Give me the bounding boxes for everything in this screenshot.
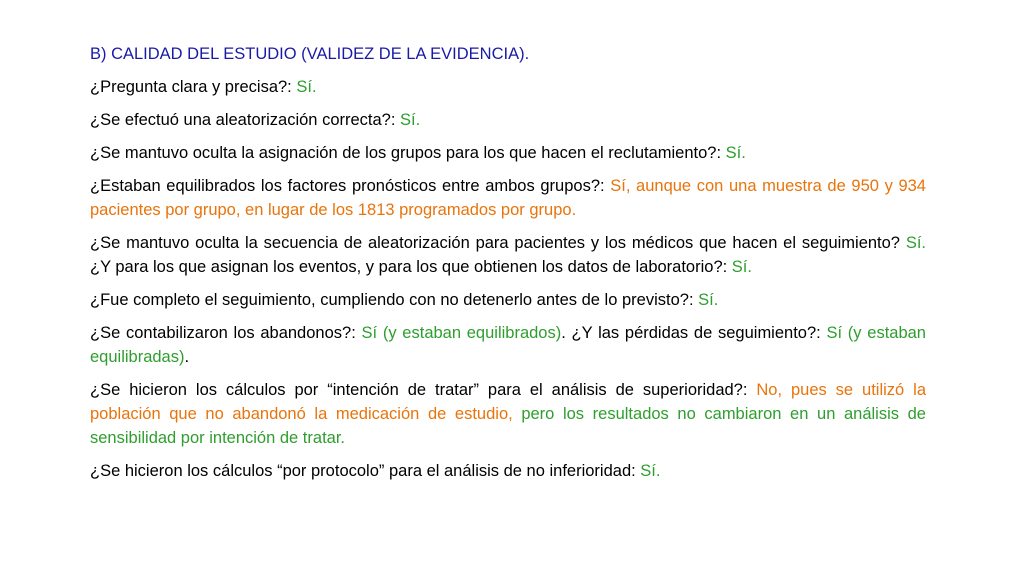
question-text: ¿Y para los que asignan los eventos, y para los que obtienen los datos de laboratorio?: xyxy=(90,258,732,276)
paragraph-pregunta-clara xyxy=(90,75,926,99)
answer-text: Sí. xyxy=(296,78,317,96)
answer-text: Sí. xyxy=(725,144,746,162)
punctuation-text: . xyxy=(184,348,190,366)
paragraph-abandonos xyxy=(90,321,926,369)
paragraph-secuencia-oculta xyxy=(90,231,926,279)
question-text: ¿Estaban equilibrados los factores pronósticos entre ambos grupos?: xyxy=(90,177,611,195)
question-text: ¿Se mantuvo oculta la secuencia de aleatorización para pacientes y los médicos que hacen el seguimiento? xyxy=(90,234,906,252)
question-text: . ¿Y las pérdidas de seguimiento?: xyxy=(561,324,827,342)
answer-text: Sí. xyxy=(731,258,752,276)
answer-text: No, pues se utilizó la población que no abandonó la medicación de estudio, xyxy=(90,381,926,423)
answer-text: pero los resultados no cambiaron en un análisis de sensibilidad por intención de tratar. xyxy=(90,405,926,447)
paragraph-por-protocolo xyxy=(90,459,926,483)
answer-text: Sí. xyxy=(905,234,926,252)
question-text: ¿Pregunta clara y precisa?: xyxy=(90,78,297,96)
answer-text: Sí, aunque con una muestra de 950 y 934 pacientes por grupo, en lugar de los 1813 programados por grupo. xyxy=(90,177,926,219)
paragraph-factores-pronosticos xyxy=(90,174,926,222)
slide-content xyxy=(90,42,926,492)
answer-text: Sí. xyxy=(698,291,719,309)
question-text: ¿Se efectuó una aleatorización correcta?: xyxy=(90,111,401,129)
question-text: ¿Se hicieron los cálculos por “intención de tratar” para el análisis de superioridad?: xyxy=(90,381,757,399)
paragraph-asignacion-oculta xyxy=(90,141,926,165)
question-text: ¿Fue completo el seguimiento, cumpliendo con no detenerlo antes de lo previsto?: xyxy=(90,291,699,309)
question-text: ¿Se mantuvo oculta la asignación de los grupos para los que hacen el reclutamiento?: xyxy=(90,144,726,162)
section-title: B) CALIDAD DEL ESTUDIO (VALIDEZ DE LA EVIDENCIA). xyxy=(90,45,530,63)
question-text: ¿Se hicieron los cálculos “por protocolo” para el análisis de no inferioridad: xyxy=(90,462,641,480)
paragraph-aleatorizacion xyxy=(90,108,926,132)
paragraph-intencion-de-tratar xyxy=(90,378,926,450)
answer-text: Sí (y estaban equilibrados) xyxy=(361,324,562,342)
answer-text: Sí. xyxy=(640,462,661,480)
answer-text: Sí. xyxy=(400,111,421,129)
paragraph-seguimiento-completo xyxy=(90,288,926,312)
answer-text: Sí (y estaban equilibradas) xyxy=(90,324,926,366)
question-text: ¿Se contabilizaron los abandonos?: xyxy=(90,324,362,342)
